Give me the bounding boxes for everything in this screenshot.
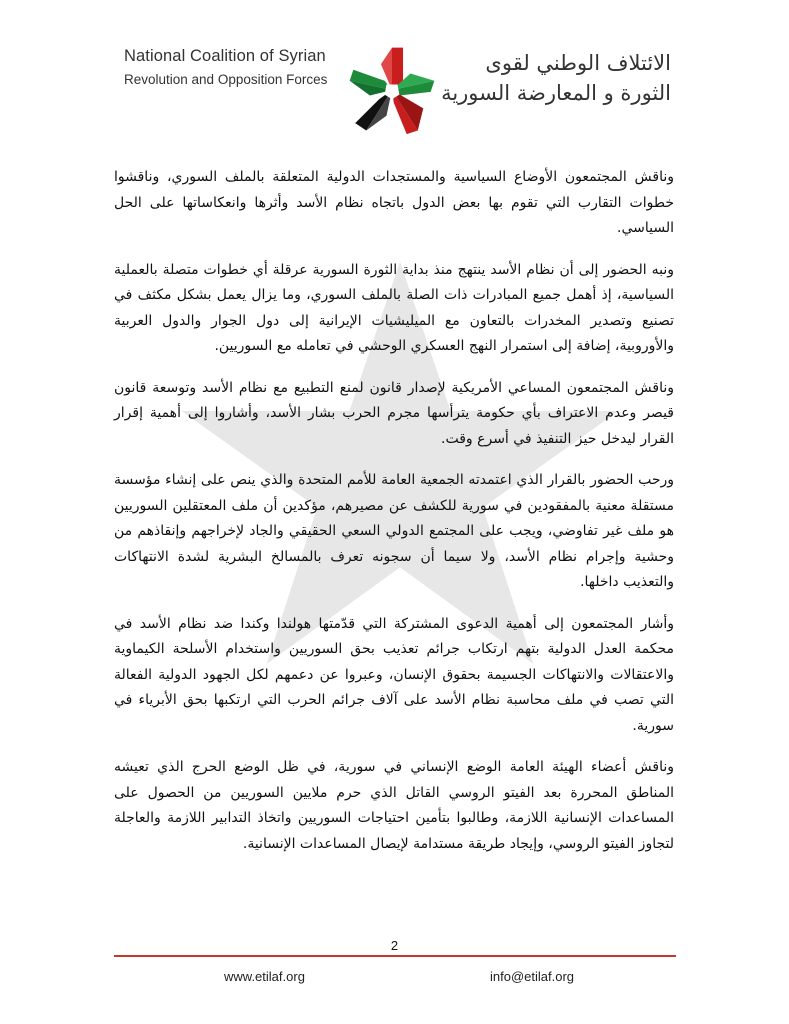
paragraph-1: وناقش المجتمعون الأوضاع السياسية والمستجدات الدولية المتعلقة بالملف السوري، وناقشوا خطوات التقارب التي تقوم بها بعض الدول باتجاه نظام الأسد وأثرها وانعكاساتها على الحل السياسي. <box>114 169 674 236</box>
paragraph-6: وناقش أعضاء الهيئة العامة الوضع الإنساني في سورية، في ظل الوضع الحرج الذي تعيشه المناطق المحررة بعد الفيتو الروسي القاتل الذي حرم ملايين السوريين من الحصول على المساعدات الإنسانية اللازمة، وطالبوا بتأمين احتياجات السوريين واتخاذ التدابير اللازمة والعاجلة لتجاوز الفيتو الروسي، وإيجاد طريقة مستدامة لإيصال المساعدات الإنسانية. <box>114 759 674 852</box>
english-name-line2: Revolution and Opposition Forces <box>124 72 328 87</box>
english-name-line1: National Coalition of Syrian <box>124 47 326 65</box>
paragraph-3: وناقش المجتمعون المساعي الأمريكية لإصدار قانون لمنع التطبيع مع نظام الأسد وتوسعة قانون قيصر وعدم الاعتراف بأي حكومة يترأسها مجرم الحرب بشار الأسد، وأشاروا إلى أهمية إقرار القرار ليدخل حيز التنفيذ في أسرع وقت. <box>114 379 674 447</box>
english-organization-name <box>124 44 327 91</box>
footer-email-link[interactable]: info@etilaf.org <box>490 969 575 984</box>
paragraph-5: وأشار المجتمعون إلى أهمية الدعوى المشتركة التي قدّمتها هولندا وكندا ضد نظام الأسد في محكمة العدل الدولية بتهم ارتكاب جرائم تعذيب بحق السوريين واستخدام الأسلحة الكيماوية والاعتقالات والانتهاكات الجسيمة بحقوق الإنسان، وعبروا عن دعمهم لكل الجهود الدولية الفعالة التي تصب في ملف محاسبة نظام الأسد على آلاف جرائم الحرب التي ارتكبها بحق الأبرياء في سورية. <box>114 615 674 734</box>
footer-divider <box>114 955 676 957</box>
footer-website-link[interactable]: www.etilaf.org <box>224 969 305 984</box>
arabic-name-line1: الائتلاف الوطني لقوى <box>485 51 671 75</box>
paragraph-2: ونبه الحضور إلى أن نظام الأسد ينتهج منذ بداية الثورة السورية عرقلة أي خطوات متصلة بالعملية السياسية، إذ أهمل جميع المبادرات ذات الصلة بالملف السوري، وما يزال يعمل بشكل مكثف في تصنيع وتصدير المخدرات بالتعاون مع الميليشيات الإيرانية إلى دول الجوار والدول العربية والأوروبية، إضافة إلى استمرار النهج العسكري الوحشي في تعامله مع السوريين. <box>114 261 674 354</box>
arabic-organization-name <box>441 48 671 108</box>
arabic-name-line2: الثورة و المعارضة السورية <box>441 81 671 105</box>
page-number: 2 <box>390 938 399 953</box>
statement-body <box>114 165 674 873</box>
coalition-star-emblem-icon <box>346 44 438 136</box>
paragraph-4: ورحب الحضور بالقرار الذي اعتمدته الجمعية العامة للأمم المتحدة والذي ينص على إنشاء مؤسسة مستقلة معنية بالمفقودين في سورية للكشف عن مصيرهم، مؤكدين أن ملف المعتقلين السوريين هو ملف غير تفاوضي، ويجب على المجتمع الدولي السعي الحقيقي والجاد لإخراجهم وإنقاذهم من وحشية وإجرام نظام الأسد، ولا سيما أن سجونه تعرف بالمسالخ البشرية لشدة الانتهاكات والتعذيب داخلها. <box>114 472 674 590</box>
